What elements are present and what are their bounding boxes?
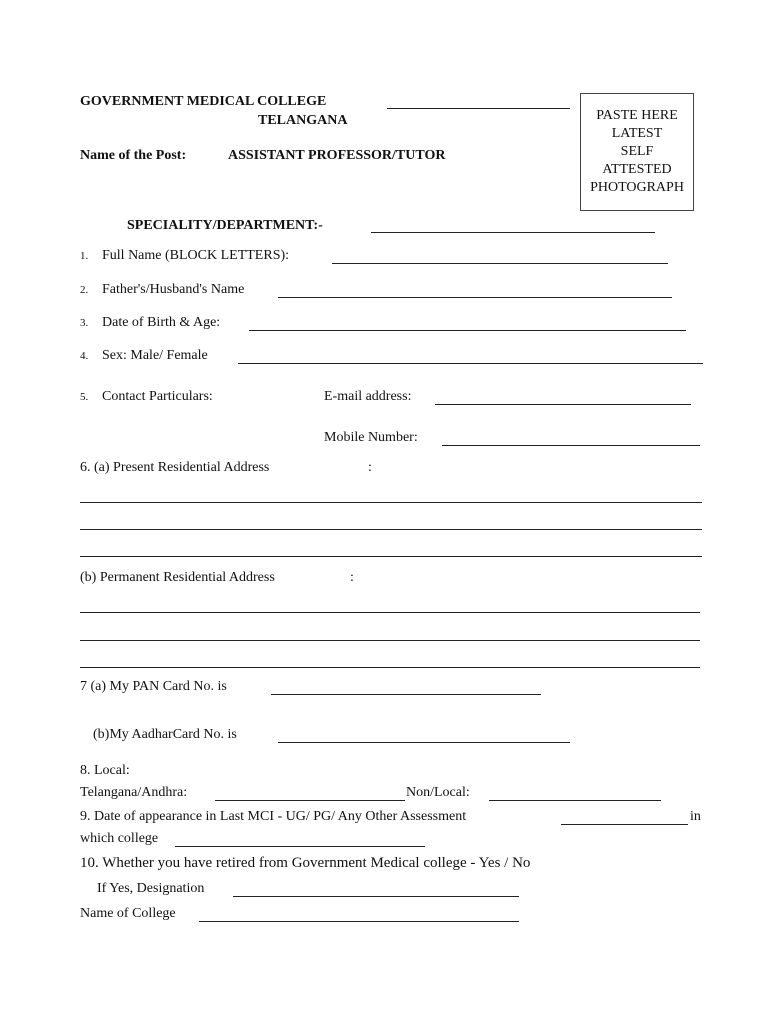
post-label: Name of the Post:	[80, 148, 187, 163]
permanent-address-line[interactable]	[80, 667, 700, 668]
permanent-address-line[interactable]	[80, 640, 700, 641]
local-title: 8. Local:	[80, 763, 130, 778]
present-address-line[interactable]	[80, 529, 702, 530]
present-address-line[interactable]	[80, 556, 702, 557]
mobile-blank[interactable]	[442, 445, 700, 446]
field-dob: 3. Date of Birth & Age:	[80, 315, 221, 330]
permanent-address-label: (b) Permanent Residential Address	[80, 570, 275, 585]
father-name-blank[interactable]	[278, 297, 672, 298]
permanent-address-colon: :	[350, 570, 354, 585]
speciality-label: SPECIALITY/DEPARTMENT:-	[127, 218, 323, 233]
aadhar-blank[interactable]	[278, 742, 570, 743]
designation-blank[interactable]	[233, 896, 519, 897]
sex-blank[interactable]	[238, 363, 703, 364]
field-contact: 5. Contact Particulars:	[80, 389, 213, 404]
present-address-label: 6. (a) Present Residential Address	[80, 460, 270, 475]
which-college-blank[interactable]	[175, 846, 425, 847]
permanent-address-line[interactable]	[80, 612, 700, 613]
name-of-college-blank[interactable]	[199, 921, 519, 922]
designation-label: If Yes, Designation	[97, 881, 205, 896]
photo-box-line: PHOTOGRAPH	[590, 180, 684, 195]
photo-box-line: ATTESTED	[602, 162, 672, 177]
present-address-line[interactable]	[80, 502, 702, 503]
photo-box-line: LATEST	[611, 126, 663, 141]
pan-label: 7 (a) My PAN Card No. is	[80, 679, 227, 694]
pan-blank[interactable]	[271, 694, 541, 695]
nonlocal-blank[interactable]	[489, 800, 661, 801]
field-father-name: 2. Father's/Husband's Name	[80, 282, 245, 297]
dob-label: Date of Birth & Age:	[102, 315, 221, 330]
nonlocal-label: Non/Local:	[406, 785, 470, 800]
state-title: TELANGANA	[258, 113, 348, 128]
dob-blank[interactable]	[249, 330, 686, 331]
photo-box-line: PASTE HERE	[596, 108, 678, 123]
speciality-blank[interactable]	[371, 232, 655, 233]
father-name-label: Father's/Husband's Name	[102, 282, 245, 297]
contact-label: Contact Particulars:	[102, 389, 213, 404]
aadhar-label: (b)My AadharCard No. is	[93, 727, 237, 742]
mobile-label: Mobile Number:	[324, 430, 418, 445]
college-name-blank[interactable]	[387, 108, 570, 109]
telangana-label: Telangana/Andhra:	[80, 785, 188, 800]
mci-blank[interactable]	[561, 824, 688, 825]
retired-question: 10. Whether you have retired from Government Medical college - Yes / No	[80, 855, 531, 871]
field-sex: 4. Sex: Male/ Female	[80, 348, 208, 363]
email-label: E-mail address:	[324, 389, 412, 404]
full-name-label: Full Name (BLOCK LETTERS):	[102, 248, 290, 263]
college-title: GOVERNMENT MEDICAL COLLEGE	[80, 94, 327, 109]
full-name-blank[interactable]	[332, 263, 668, 264]
photo-box-line: SELF	[620, 144, 654, 159]
mci-in: in	[690, 809, 701, 824]
email-blank[interactable]	[435, 404, 691, 405]
sex-label: Sex: Male/ Female	[102, 348, 208, 363]
telangana-blank[interactable]	[215, 800, 405, 801]
field-full-name: 1. Full Name (BLOCK LETTERS):	[80, 248, 290, 263]
mci-label: 9. Date of appearance in Last MCI - UG/ PG/ Any Other Assessment	[80, 809, 467, 824]
which-college-label: which college	[80, 831, 159, 846]
name-of-college-label: Name of College	[80, 906, 176, 921]
present-address-colon: :	[368, 460, 372, 475]
photo-box[interactable]	[580, 93, 694, 211]
post-value: ASSISTANT PROFESSOR/TUTOR	[228, 148, 446, 163]
